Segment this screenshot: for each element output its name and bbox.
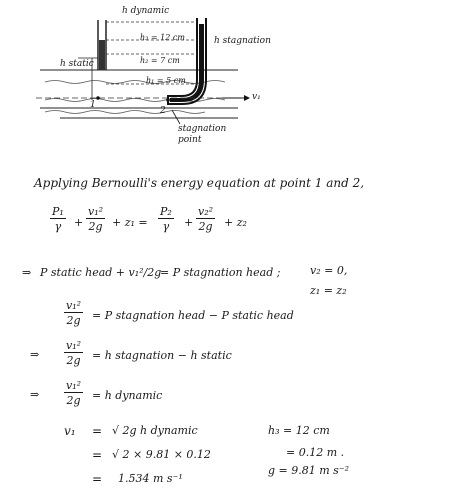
h-static-label: h static: [60, 59, 94, 69]
p2-symbol: P₂: [160, 205, 172, 218]
v2-squared: v₂²: [198, 205, 214, 218]
two-g: 2g: [198, 220, 213, 233]
fraction-v1sq-2g: [64, 300, 83, 326]
implies-arrow: ⇒: [22, 266, 32, 279]
z1-term: + z₁ =: [112, 216, 148, 229]
two-g: 2g: [66, 354, 81, 367]
equals-sign: =: [92, 424, 103, 438]
step1-rhs: = P stagnation head ;: [160, 266, 281, 279]
implies-arrow: ⇒: [30, 348, 40, 361]
step2-rhs: = P stagnation head − P static head: [92, 309, 294, 322]
step1-lhs: P static head + v₁²/2g: [40, 266, 162, 279]
h3-label: h₃ = 12 cm: [140, 33, 185, 42]
point-2-pointer: [172, 110, 180, 124]
v1-squared: v₁²: [88, 205, 104, 218]
z2-term: + z₂: [224, 216, 247, 229]
two-g: 2g: [66, 394, 81, 407]
given-h3-meters: = 0.12 m .: [286, 446, 345, 459]
step3-rhs: = h stagnation − h static: [92, 349, 232, 362]
fraction-p2-gamma: [158, 206, 174, 232]
point-1-dot: [96, 96, 100, 100]
fraction-v2sq-2g: [196, 206, 215, 232]
water-wave-line: [45, 81, 225, 84]
fraction-p1-gamma: [50, 206, 66, 232]
gamma-symbol: γ: [54, 220, 62, 233]
point-2-dot: [166, 98, 170, 102]
plus-sign: +: [74, 216, 84, 229]
two-g: 2g: [88, 220, 103, 233]
fraction-v1sq-2g: [64, 340, 83, 366]
intro-text: Applying Bernoulli's energy equation at point 1 and 2,: [34, 176, 365, 190]
given-h3: h₃ = 12 cm: [268, 424, 330, 437]
fraction-v1sq-2g: [86, 206, 105, 232]
gamma-symbol: γ: [162, 220, 170, 233]
equals-sign: =: [92, 472, 103, 486]
v1-squared: v₁²: [66, 339, 82, 352]
step1-note-v2: v₂ = 0,: [310, 264, 348, 277]
v1-label: v₁: [252, 92, 261, 102]
two-g: 2g: [66, 314, 81, 327]
point-2-label: 2: [160, 106, 166, 116]
step6-rhs: √ 2 × 9.81 × 0.12: [112, 448, 211, 461]
step1-note-z: z₁ = z₂: [310, 284, 347, 297]
step5-rhs: √ 2g h dynamic: [112, 424, 198, 437]
p1-symbol: P₁: [52, 205, 64, 218]
velocity-arrowhead: [244, 95, 250, 101]
water-wave-line: [45, 111, 205, 114]
h2-label: h₂ = 7 cm: [140, 56, 180, 65]
v1-squared: v₁²: [66, 299, 82, 312]
fraction-v1sq-2g: [64, 380, 83, 406]
equals-sign: =: [92, 448, 103, 462]
static-tube-fluid: [99, 40, 105, 70]
plus-sign: +: [184, 216, 194, 229]
result-value: 1.534 m s⁻¹: [118, 472, 183, 485]
h-dynamic-label: h dynamic: [122, 6, 170, 16]
point-1-label: 1: [90, 100, 96, 110]
h-stagnation-label: h stagnation: [214, 36, 271, 46]
implies-arrow: ⇒: [30, 388, 40, 401]
h1-label: h₁ = 5 cm: [146, 76, 186, 85]
given-g: g = 9.81 m s⁻²: [268, 464, 350, 477]
step4-rhs: = h dynamic: [92, 389, 163, 402]
v1-symbol: v₁: [64, 424, 76, 438]
v1-squared: v₁²: [66, 379, 82, 392]
stagnation-point-label: stagnation point: [178, 124, 227, 145]
